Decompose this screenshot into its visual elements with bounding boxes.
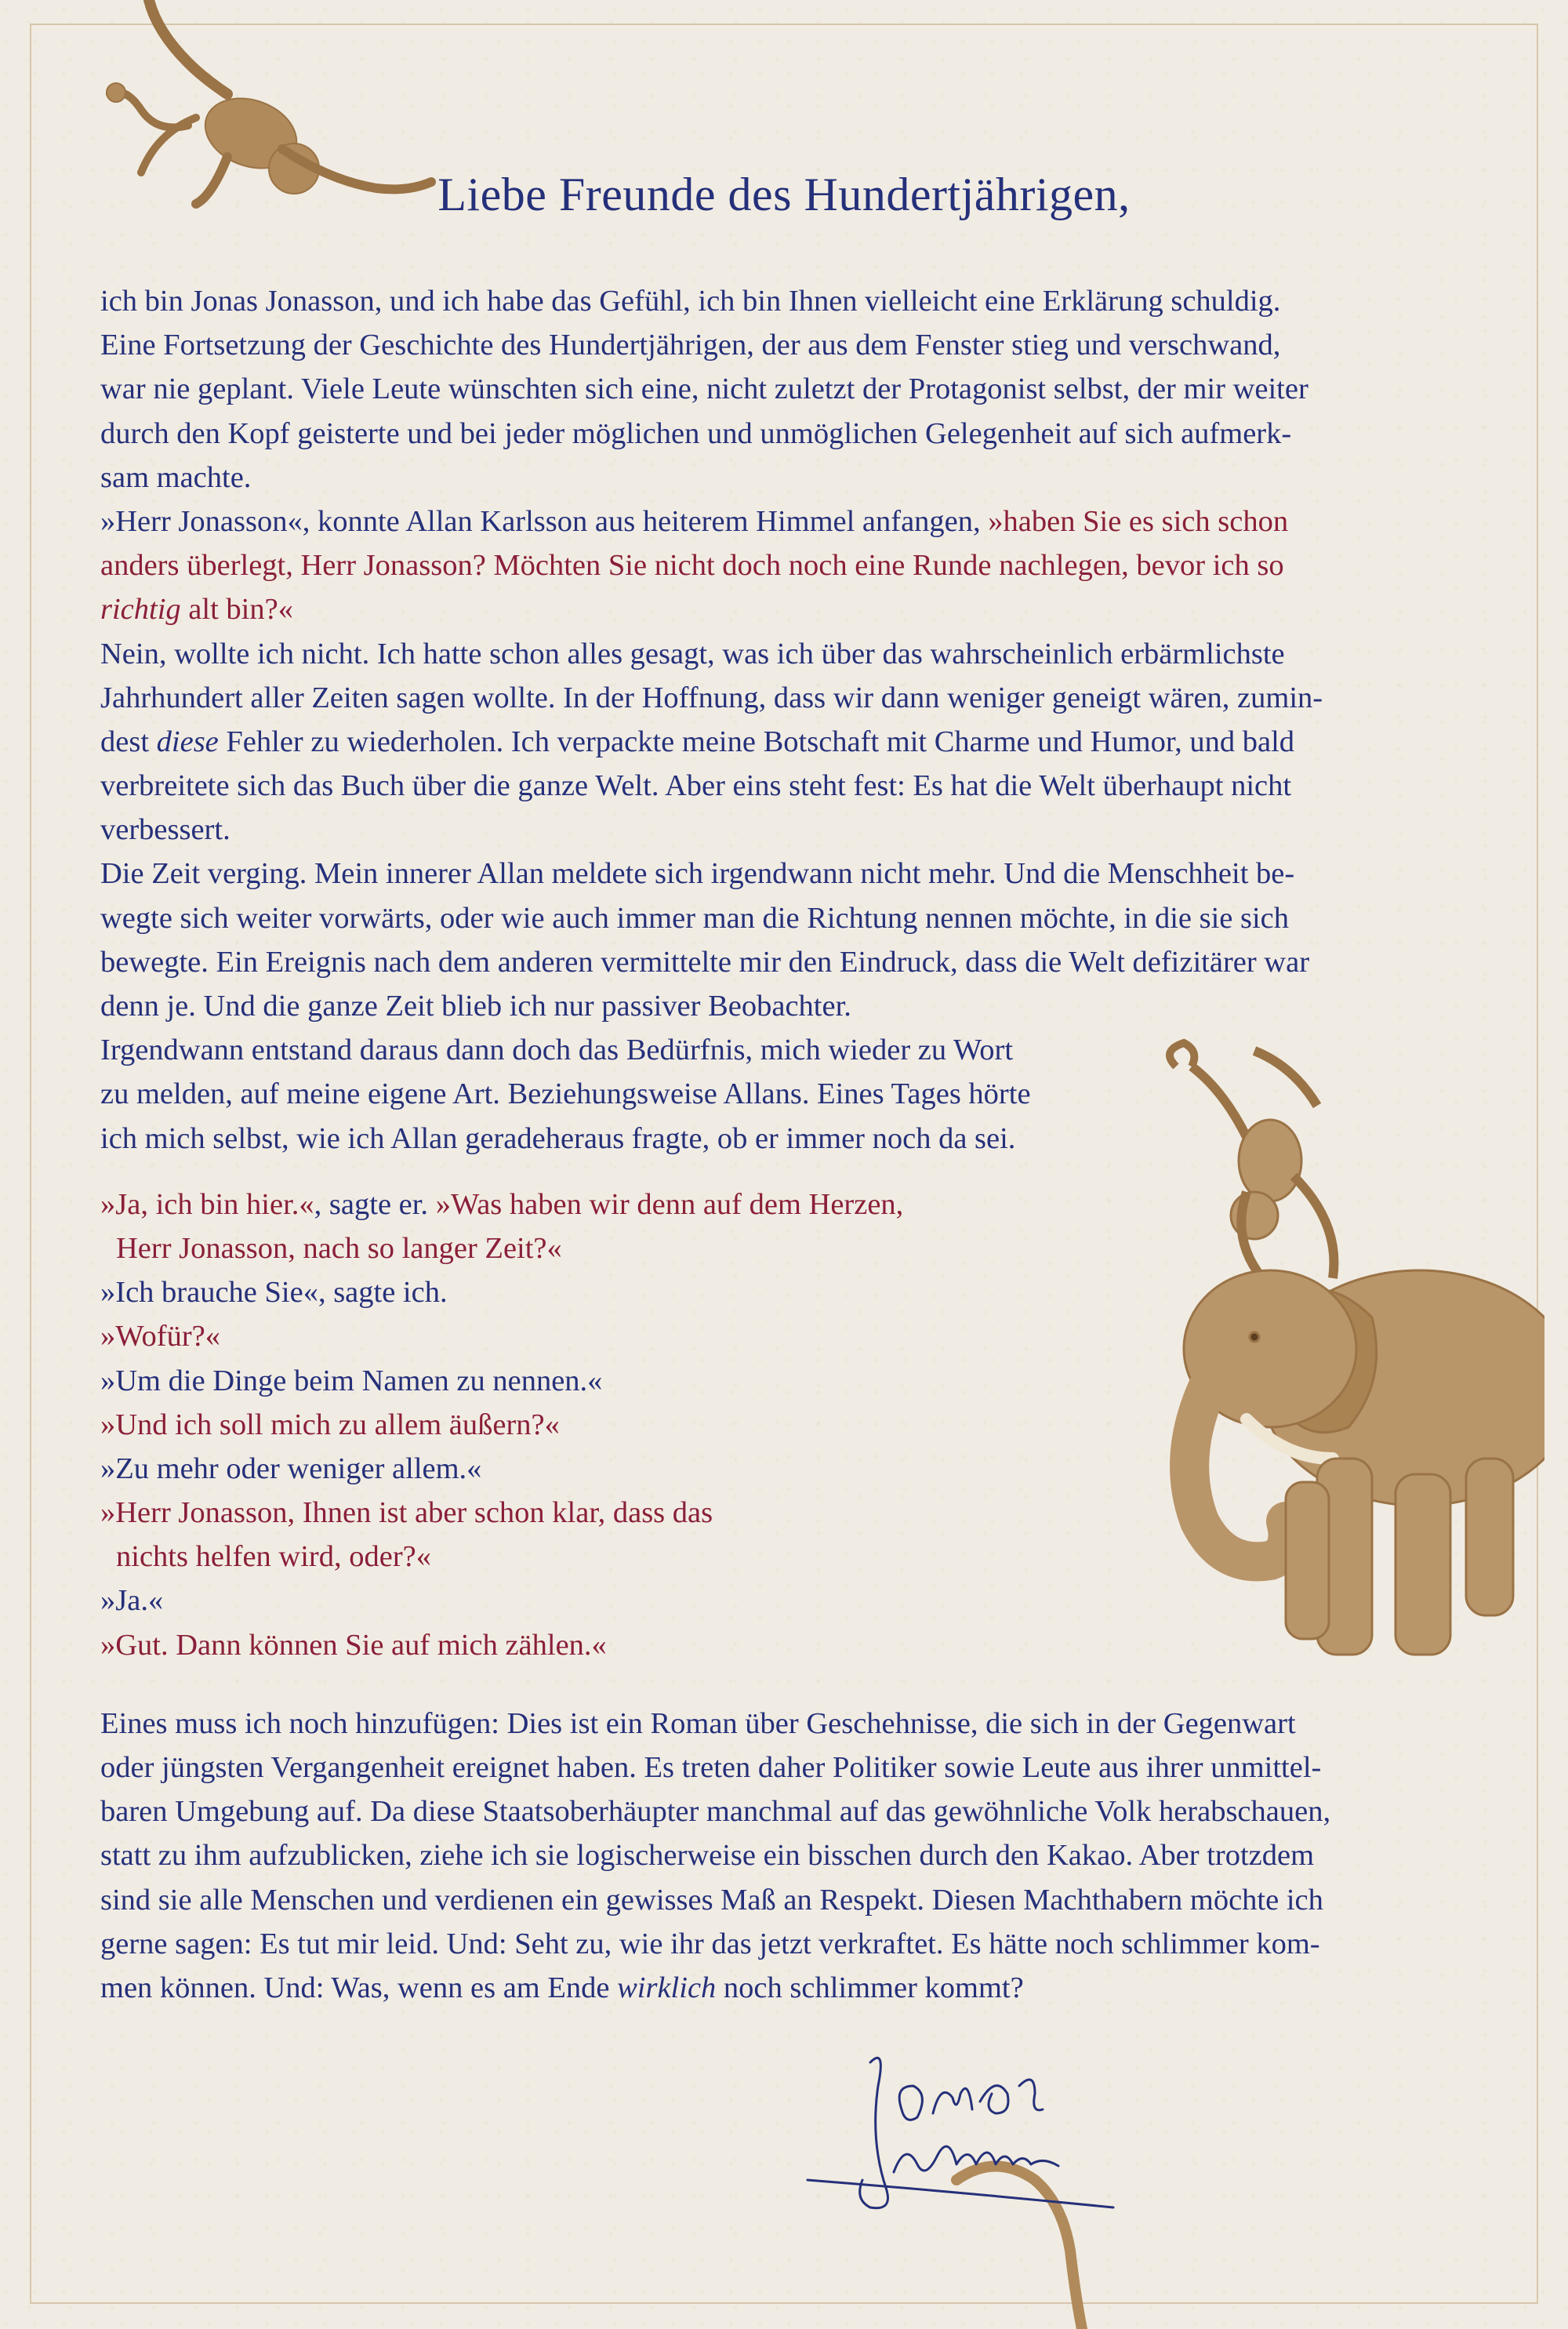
text-line: Nein, wollte ich nicht. Ich hatte schon alles gesagt, was ich über das wahrscheinlich erbärmlichste xyxy=(100,637,1285,670)
quote-line: anders überlegt, Herr Jonasson? Möchten Sie nicht doch noch eine Runde nachlegen, bevor ich so xyxy=(100,549,1284,583)
dialog-line: »Ich brauche Sie«, sagte ich. xyxy=(100,1276,448,1310)
spacer xyxy=(100,1161,1474,1183)
emphasis: wirklich xyxy=(617,1971,717,2004)
text-span: dest xyxy=(100,725,157,758)
text-line: verbreitete sich das Buch über die ganze Welt. Aber eins steht fest: Es hat die Welt überhaupt nicht xyxy=(100,769,1292,803)
text-line: oder jüngsten Vergangenheit ereignet haben. Es treten daher Politiker sowie Leute aus ihrer unmittel- xyxy=(100,1751,1322,1784)
text-line: Eine Fortsetzung der Geschichte des Hundertjährigen, der aus dem Fenster stieg und verschwand, xyxy=(100,329,1281,362)
text-line: Eines muss ich noch hinzufügen: Dies ist ein Roman über Geschehnisse, die sich in der Gegenwart xyxy=(100,1706,1296,1740)
dialog-line: »Um die Dinge beim Namen zu nennen.« xyxy=(100,1364,603,1397)
text-line: Jahrhundert aller Zeiten sagen wollte. In der Hoffnung, dass wir dann weniger geneigt wären, zumin- xyxy=(100,681,1323,714)
text-span: »Herr Jonasson«, konnte Allan Karlsson aus heiterem Himmel anfangen, xyxy=(100,504,989,538)
text-line: sam machte. xyxy=(100,460,252,494)
text-line: ich bin Jonas Jonasson, und ich habe das Gefühl, ich bin Ihnen vielleicht eine Erklärung schuldig. xyxy=(100,285,1281,318)
text-line: baren Umgebung auf. Da diese Staatsoberhäupter manchmal auf das gewöhnliche Volk herabschauen, xyxy=(100,1795,1331,1829)
quote-line xyxy=(100,587,1474,631)
text-line: zu melden, auf meine eigene Art. Beziehungsweise Allans. Eines Tages hörte xyxy=(100,1077,1031,1111)
dialog-line: »Wofür?« xyxy=(100,1320,220,1353)
text-span: Fehler zu wiederholen. Ich verpackte meine Botschaft mit Charme und Humor, und bald xyxy=(218,725,1295,758)
emphasis: richtig xyxy=(100,593,181,627)
signature xyxy=(800,2039,1129,2227)
text-line xyxy=(100,720,1474,764)
spacer xyxy=(100,1667,1474,1702)
text-span: , sagte er. xyxy=(314,1187,436,1221)
text-line: denn je. Und die ganze Zeit blieb ich nur passiver Beobachter. xyxy=(100,990,851,1023)
text-line: durch den Kopf geisterte und bei jeder möglichen und unmöglichen Gelegenheit auf sich aufmerk- xyxy=(100,416,1292,450)
quote-span: »haben Sie es sich schon xyxy=(988,504,1289,538)
text-span: alt bin?« xyxy=(180,593,293,627)
text-line: statt zu ihm aufzublicken, ziehe ich sie logischerweise ein bisschen durch den Kakao. Aber trotzdem xyxy=(100,1839,1315,1873)
dialog-line: »Ja.« xyxy=(100,1584,164,1618)
dialog-line: »Herr Jonasson, Ihnen ist aber schon klar, dass das xyxy=(100,1496,713,1530)
letter-body xyxy=(100,279,1474,2010)
dialog-line: Herr Jonasson, nach so langer Zeit?« xyxy=(116,1231,562,1265)
dialog-line: »Zu mehr oder weniger allem.« xyxy=(100,1452,482,1485)
text-line: sind sie alle Menschen und verdienen ein gewisses Maß an Respekt. Diesen Machthabern möchte ich xyxy=(100,1883,1323,1917)
dialog-line: nichts helfen wird, oder?« xyxy=(116,1540,431,1574)
text-line xyxy=(100,1966,1474,2010)
text-line: Die Zeit verging. Mein innerer Allan meldete sich irgendwann nicht mehr. Und die Menschheit be- xyxy=(100,857,1295,891)
dialog-line: »Gut. Dann können Sie auf mich zählen.« xyxy=(100,1628,607,1662)
text-line xyxy=(100,500,1474,543)
text-line: gerne sagen: Es tut mir leid. Und: Seht zu, wie ihr das jetzt verkraftet. Es hätte noch schlimmer kom- xyxy=(100,1927,1320,1960)
text-span: men können. Und: Was, wenn es am Ende xyxy=(100,1971,618,2004)
text-span: noch schlimmer kommt? xyxy=(716,1971,1024,2004)
letter-title: Liebe Freunde des Hundertjährigen, xyxy=(437,169,1131,220)
text-line: verbessert. xyxy=(100,813,230,847)
dialog-line xyxy=(100,1183,1474,1226)
emphasis: diese xyxy=(156,725,219,758)
text-line: wegte sich weiter vorwärts, oder wie auch immer man die Richtung nennen möchte, in die sie sich xyxy=(100,901,1290,935)
dialog-line: »Und ich soll mich zu allem äußern?« xyxy=(100,1408,560,1441)
quote-span: »Ja, ich bin hier.« xyxy=(100,1187,314,1221)
quote-span: »Was haben wir denn auf dem Herzen, xyxy=(435,1187,904,1221)
text-line: Irgendwann entstand daraus dann doch das Bedürfnis, mich wieder zu Wort xyxy=(100,1034,1014,1067)
text-line: ich mich selbst, wie ich Allan geradeheraus fragte, ob er immer noch da sei. xyxy=(100,1121,1016,1155)
text-line: bewegte. Ein Ereignis nach dem anderen vermittelte mir den Eindruck, dass die Welt defizitärer war xyxy=(100,945,1310,979)
text-line: war nie geplant. Viele Leute wünschten sich eine, nicht zuletzt der Protagonist selbst, der mir weiter xyxy=(100,372,1308,406)
